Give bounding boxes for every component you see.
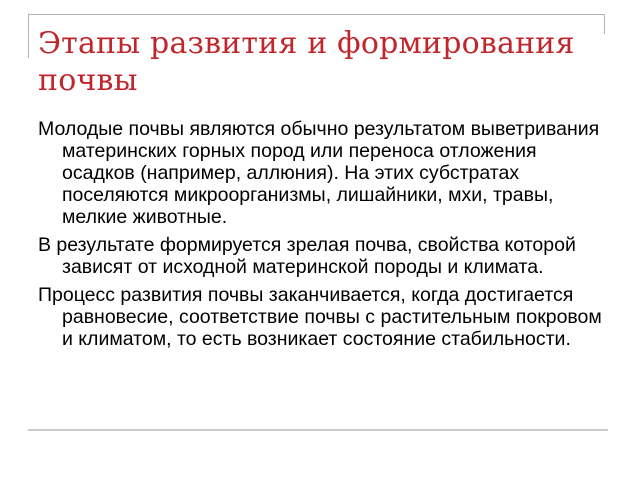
paragraph-mature-soil: В результате формируется зрелая почва, свойства которой зависят от исходной материнской породы и климата. [38, 234, 576, 278]
slide-title: Этапы развития и формирования почвы [38, 26, 575, 98]
title-frame-top-rule [28, 14, 604, 15]
slide-body [38, 118, 606, 356]
paragraph-young-soils: Молодые почвы являются обычно результатом выветривания материнских горных пород или переноса отложения осадков (например, аллюния). На этих субстратах поселяются микроорганизмы, лишайники, мхи, травы, мелкие животные. [38, 118, 600, 228]
bottom-divider [28, 429, 608, 431]
title-frame-left-rule [28, 14, 29, 58]
paragraph-equilibrium: Процесс развития почвы заканчивается, когда достигается равновесие, соответствие почвы с растительным покровом и климатом, то есть возникает состояние стабильности. [38, 284, 602, 350]
title-frame-right-rule [604, 14, 605, 34]
